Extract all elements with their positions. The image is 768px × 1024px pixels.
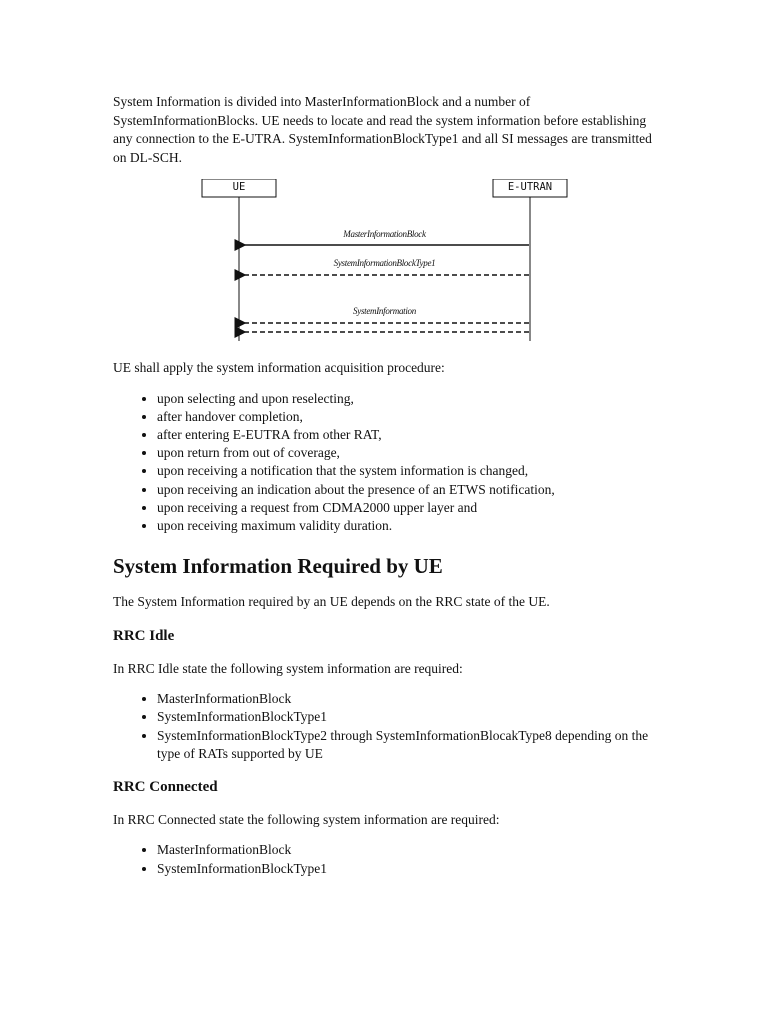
ue-node-label: UE — [232, 181, 246, 193]
list-item: • SystemInformationBlockType1 — [157, 708, 653, 726]
rrc-idle-list — [113, 690, 653, 763]
mib-message-label: MasterInformationBlock — [343, 229, 426, 239]
list-item: • after handover completion, — [157, 408, 653, 426]
procedure-intro: UE shall apply the system information acquisition procedure: — [113, 360, 445, 375]
rrc-connected-heading: RRC Connected — [113, 778, 218, 795]
si-message-label: SystemInformation — [353, 306, 416, 316]
rrc-connected-intro: In RRC Connected state the following system information are required: — [113, 811, 500, 827]
list-item: • after entering E-EUTRA from other RAT, — [157, 426, 653, 444]
document-page — [113, 93, 653, 878]
list-item: • upon receiving maximum validity duration. — [157, 517, 653, 535]
signaling-diagram — [113, 179, 653, 347]
rrc-idle-heading: RRC Idle — [113, 627, 175, 644]
list-item: • SystemInformationBlockType1 — [157, 860, 653, 878]
section-intro: The System Information required by an UE depends on the RRC state of the UE. — [113, 594, 550, 610]
intro-paragraph: System Information is divided into MasterInformationBlock and a number of SystemInformationBlocks. UE needs to locate and read the system information before establishing any connection to the E-UTRA. SystemInformationBlockType1 and all SI messages are transmitted on DL-SCH. — [113, 94, 652, 165]
list-item: • MasterInformationBlock — [157, 690, 653, 708]
list-item: • upon return from out of coverage, — [157, 444, 653, 462]
list-item: • MasterInformationBlock — [157, 841, 653, 859]
list-item: • upon receiving an indication about the presence of an ETWS notification, — [157, 481, 653, 499]
rrc-connected-list — [113, 841, 653, 877]
procedure-list — [113, 390, 653, 536]
list-item: • upon selecting and upon reselecting, — [157, 390, 653, 408]
list-item: • SystemInformationBlockType2 through SystemInformationBlocakType8 depending on the type of RATs supported by UE — [157, 727, 653, 763]
list-item: • upon receiving a notification that the system information is changed, — [157, 462, 653, 480]
section-heading: System Information Required by UE — [113, 554, 443, 579]
sib1-message-label: SystemInformationBlockType1 — [333, 258, 436, 268]
rrc-idle-intro: In RRC Idle state the following system information are required: — [113, 660, 463, 676]
list-item: • upon receiving a request from CDMA2000 upper layer and — [157, 499, 653, 517]
eutran-node-label: E-UTRAN — [507, 181, 553, 193]
